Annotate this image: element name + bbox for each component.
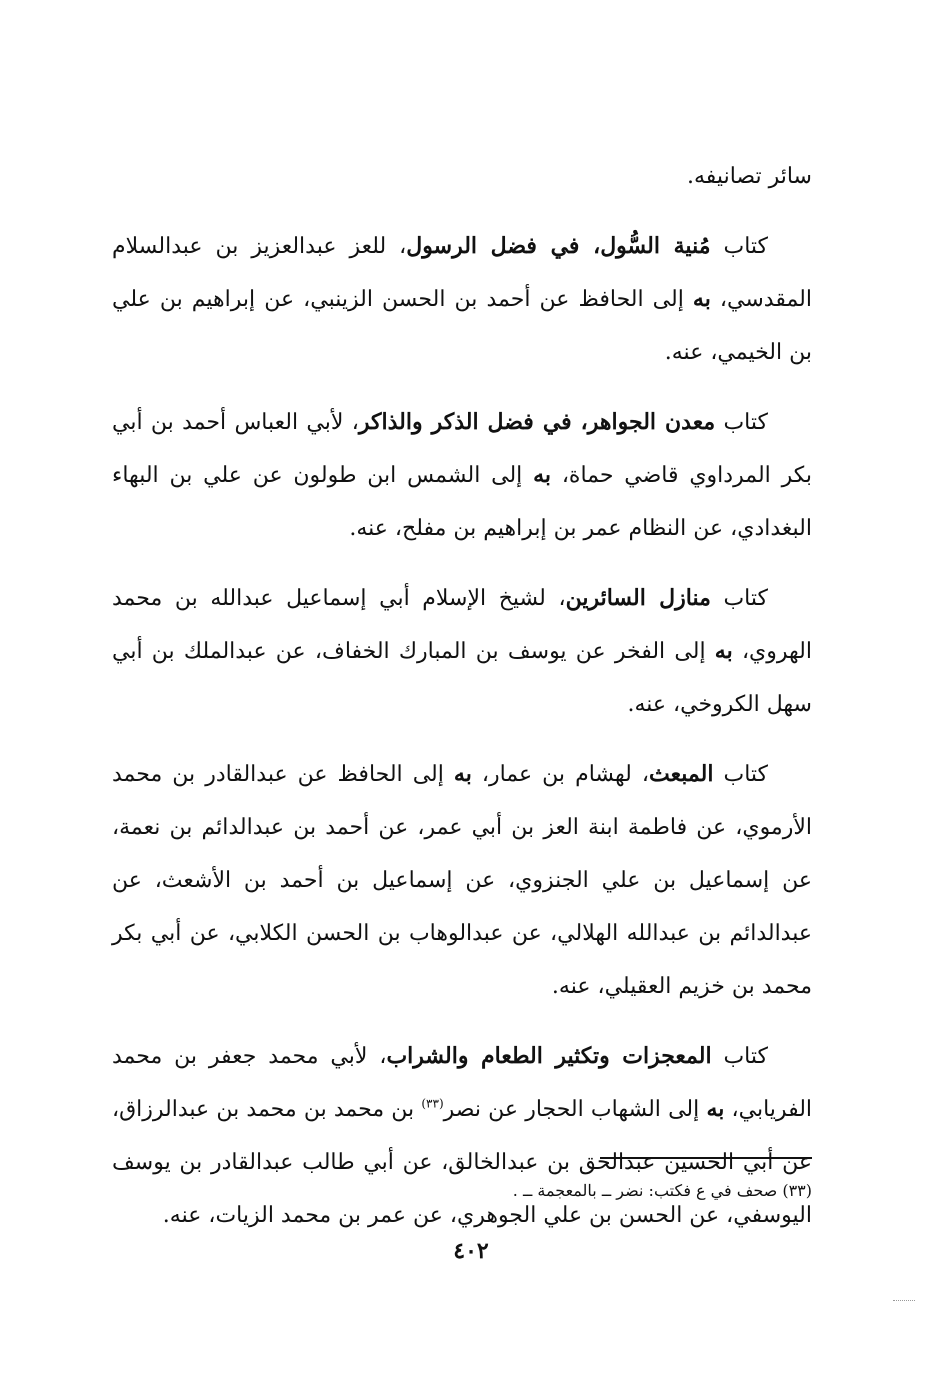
entry-text: إلى الحافظ عن عبدالقادر بن محمد الأرموي، عن فاطمة ابنة العز بن أبي عمر، عن أحمد بن عبدالدائم بن نعمة، عن إسماعيل بن علي الجنزوي، عن إسماعيل بن أحمد بن الأشعث، عن عبدالدائم بن عبدالله الهلالي، عن عبدالوهاب بن الحسن الكلابي، عن أبي بكر محمد بن خزيم العقيلي، عنه. [112, 762, 812, 999]
page-body [112, 150, 812, 1259]
page-number: ٤٠٢ [453, 1238, 489, 1264]
entry-kitab: كتاب [715, 410, 768, 435]
entry-kitab: كتاب [710, 586, 768, 611]
entry-paragraph [112, 220, 812, 379]
entry-text: إلى الفخر عن يوسف بن المبارك الخفاف، عن عبدالملك بن أبي سهل الكروخي، عنه. [112, 639, 812, 717]
footnote: (٣٣) صحف في ع فكتب: نضر ــ بالمعجمة ــ . [512, 1181, 812, 1200]
entry-kitab: كتاب [711, 1044, 768, 1069]
footnote-divider [600, 1157, 812, 1159]
entry-title: معدن الجواهر، في فضل الذكر والذاكر [358, 409, 716, 435]
intro-line [112, 150, 812, 203]
intro-text: سائر تصانيفه. [687, 164, 812, 189]
entry-text: إلى الشهاب الحجار عن نصر [443, 1097, 707, 1122]
entry-title: المعجزات وتكثير الطعام والشراب [386, 1043, 712, 1069]
entry-paragraph [112, 572, 812, 731]
entry-paragraph [112, 396, 812, 555]
entry-text: ، لشيخ الإسلام أبي إسماعيل عبدالله بن محمد الهروي، [112, 586, 812, 664]
entry-text: بن محمد بن محمد بن عبدالرزاق، عن أبي الحسين عبدالحق بن عبدالخالق، عن أبي طالب عبدالقادر بن يوسف اليوسفي، عن الحسن بن علي الجوهري، عن عمر بن محمد الزيات، عنه. [112, 1097, 812, 1228]
entry-text: إلى الشمس ابن طولون عن علي بن البهاء البغدادي، عن النظام عمر بن إبراهيم بن مفلح، عنه. [112, 463, 812, 541]
entry-bihi: به [714, 638, 733, 664]
entry-paragraph [112, 1030, 812, 1242]
entry-bihi: به [692, 286, 711, 312]
entry-bihi: به [453, 761, 472, 787]
entry-bihi: به [533, 462, 552, 488]
entry-title: المبعث [649, 761, 714, 787]
entry-paragraph [112, 748, 812, 1013]
entry-text: إلى الحافظ عن أحمد بن الحسن الزينبي، عن إبراهيم بن علي بن الخيمي، عنه. [112, 287, 812, 365]
scan-speck [893, 1300, 915, 1303]
footnote-reference[interactable]: (٣٣) [421, 1096, 444, 1111]
entry-kitab: كتاب [710, 234, 769, 259]
entry-text: ، لهشام بن عمار، [471, 762, 650, 787]
entry-title: منازل السائرين [565, 585, 711, 611]
entry-text: ، للعز عبدالعزيز بن عبدالسلام المقدسي، [112, 234, 812, 312]
entry-bihi: به [706, 1096, 725, 1122]
entry-kitab: كتاب [713, 762, 769, 787]
entry-title: مُنية السُّول، في فضل الرسول [406, 233, 711, 259]
entry-text: ، لأبي العباس أحمد بن أبي بكر المرداوي قاضي حماة، [112, 410, 812, 488]
entry-text: ، لأبي محمد جعفر بن محمد الفريابي، [112, 1044, 813, 1122]
